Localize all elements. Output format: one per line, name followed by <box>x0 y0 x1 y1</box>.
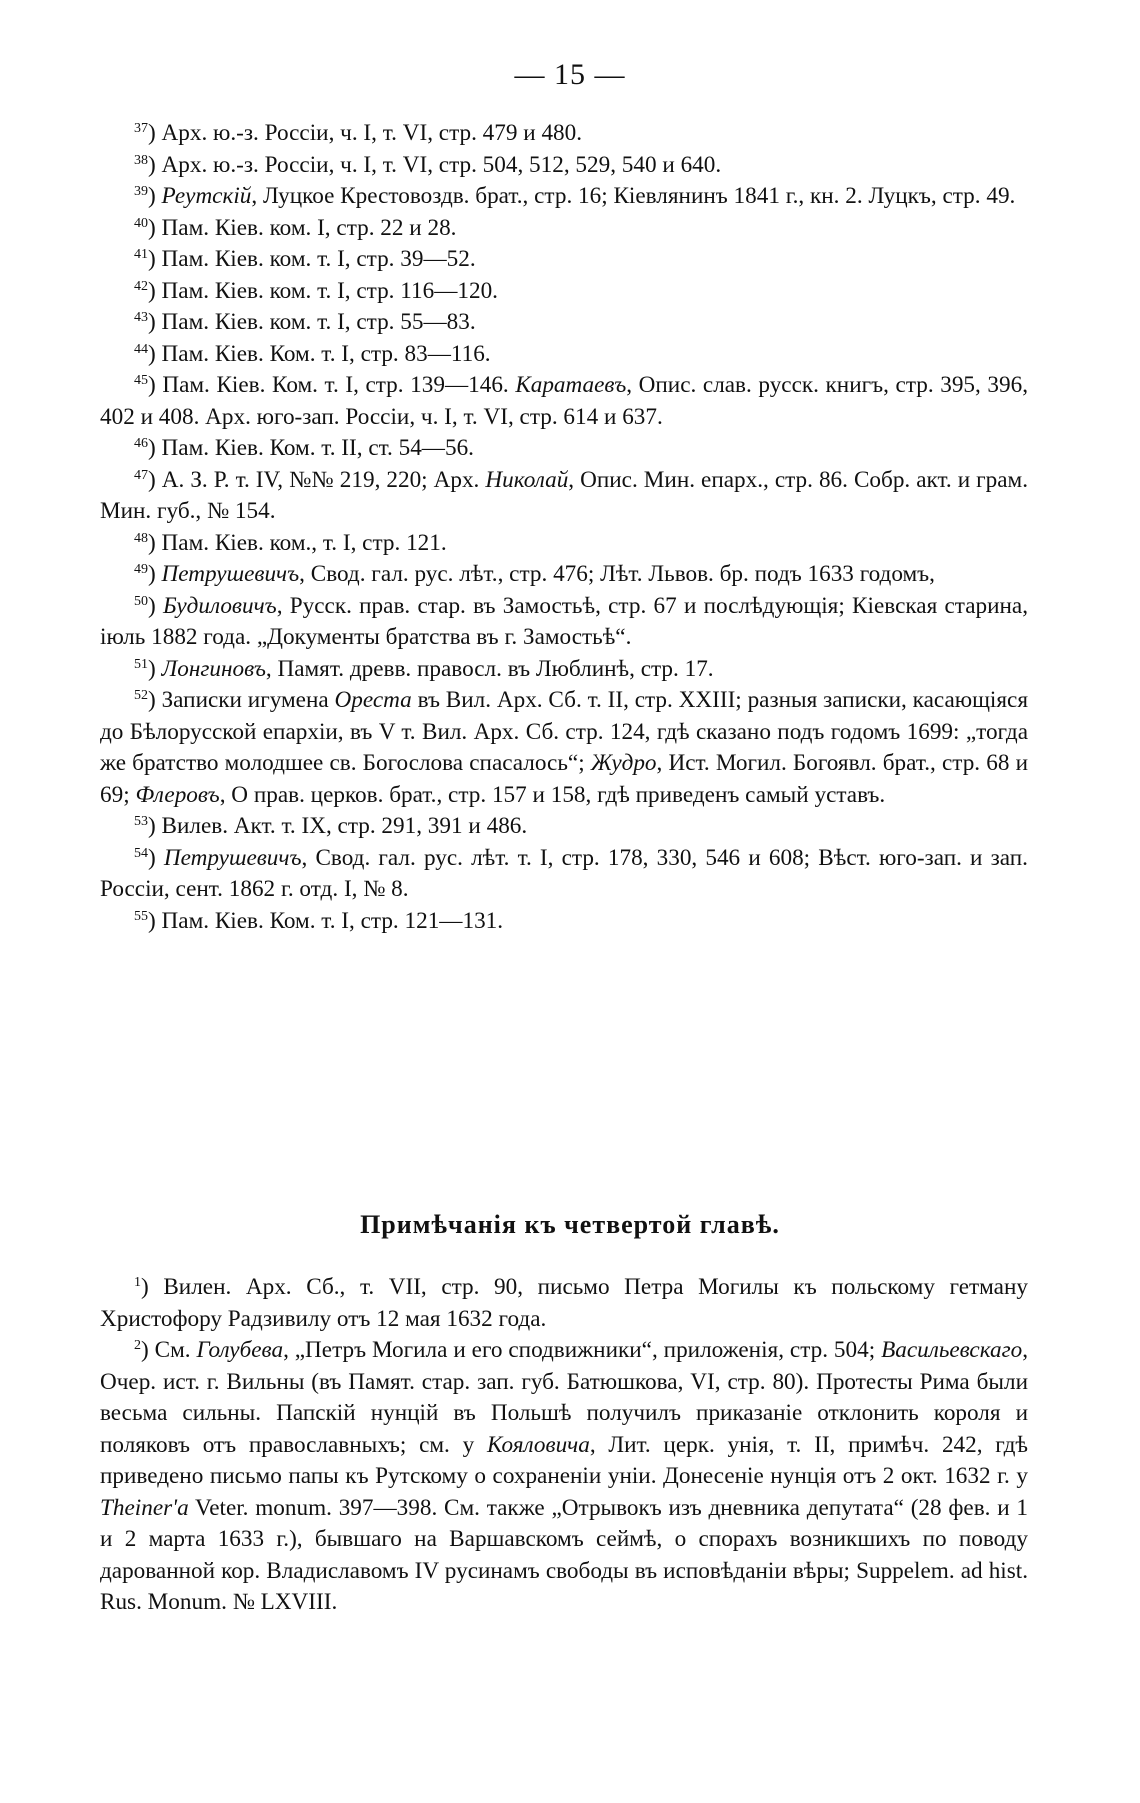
footnote-number: 37 <box>134 121 148 136</box>
footnote: $^1$) Вилен. Арх. Сб., т. VII, стр. 90, письмо Петра Могилы къ польскому гетману Христофору Радзивилу отъ 12 мая 1632 года. <box>100 1274 1028 1332</box>
footnote-text: Вилев. Акт. т. IX, стр. 291, 391 и 486. <box>161 813 528 839</box>
footnote-text: въ Вил. Арх. Сб. т. II, стр. XXIII; разныя записки, касающіяся до Бѣлорусской епархіи, въ V т. Вил. Арх. Сб. стр. 124, гдѣ сказано подъ годомъ 1699: „тогда же братство молодшее св. Богослова спасалось“; <box>100 687 1028 776</box>
footnote-author: Николай <box>485 466 569 493</box>
footnote-author: Жудро <box>590 750 657 776</box>
footnote-text: Пам. Кіев. ком. т. I, стр. 55—83. <box>161 309 476 335</box>
footnote: $^{50}$) Будиловичъ, Русск. прав. стар. въ Замостьѣ, стр. 67 и послѣдующія; Кіевская старина, іюль 1882 года. „Документы братства въ г. Замостьѣ“. <box>100 592 1028 650</box>
footnote: $^{49}$) Петрушевичъ, Свод. гал. рус. лѣт., стр. 476; Лѣт. Львов. бр. подъ 1633 годомъ, <box>134 561 935 587</box>
footnote-text: Пам. Кіев. ком. т. I, стр. 39—52. <box>161 246 476 272</box>
footnote-number: 48 <box>134 530 148 546</box>
footnote: $^{41}$) Пам. Кіев. ком. т. I, стр. 39—52. <box>134 246 476 272</box>
footnote-number: 45 <box>134 373 148 388</box>
footnote-text: Записки игумена <box>161 687 335 713</box>
footnote-author: Голубева <box>196 1337 284 1363</box>
footnote-text: А. З. Р. т. IV, №№ 219, 220; Арх. <box>161 466 486 493</box>
footnote-number: 46 <box>134 436 148 451</box>
footnote: $^{45}$) Пам. Кіев. Ком. т. I, стр. 139—146. Каратаевъ, Опис. слав. русск. книгъ, стр. 395, 396, 402 и 408. Арх. юго-зап. Россіи, ч. I, т. VI, стр. 614 и 637. <box>100 372 1028 430</box>
footnote: $^{38}$) Арх. ю.-з. Россіи, ч. I, т. VI, стр. 504, 512, 529, 540 и 640. <box>134 151 722 178</box>
footnotes-chapter-three <box>100 118 1028 937</box>
footnote: $^{48}$) Пам. Кіев. ком., т. I, стр. 121. <box>134 529 447 556</box>
footnote-text: , Памят. древв. правосл. въ Люблинѣ, стр. 17. <box>265 655 714 682</box>
footnote: $^{37}$) Арх. ю.-з. Россіи, ч. I, т. VI, стр. 479 и 480. <box>134 120 583 146</box>
footnote-number: 1 <box>134 1275 141 1290</box>
footnote-text: , Опис. слав. русск. книгъ, стр. 395, 396, 402 и 408. Арх. юго-зап. Россіи, ч. I, т. VI, стр. 614 и 637. <box>100 372 1028 430</box>
page-number: — 15 — <box>514 58 626 91</box>
footnote-number: 52 <box>134 688 148 703</box>
footnote-text: Арх. ю.-з. Россіи, ч. I, т. VI, стр. 504, 512, 529, 540 и 640. <box>161 151 722 178</box>
footnote-number: 54 <box>134 845 148 861</box>
footnote: $^{39}$) Реутскій, Луцкое Крестовоздв. брат., стр. 16; Кіевлянинъ 1841 г., кн. 2. Луцкъ, стр. 49. <box>134 183 1016 209</box>
footnote-author: Ореста <box>334 687 412 713</box>
footnote-number: 47 <box>134 467 148 483</box>
footnote-author: Theiner'a <box>100 1494 189 1521</box>
footnote-number: 44 <box>134 341 148 357</box>
footnote: $^{47}$) А. З. Р. т. IV, №№ 219, 220; Арх. Николай, Опис. Мин. епарх., стр. 86. Собр. акт. и грам. Мин. губ., № 154. <box>100 466 1028 524</box>
footnote-text: Вилен. Арх. Сб., т. VII, стр. 90, письмо Петра Могилы къ польскому гетману Христофору Радзивилу отъ 12 мая 1632 года. <box>100 1274 1028 1332</box>
footnote-text: , Русск. прав. стар. въ Замостьѣ, стр. 67 и послѣдующія; Кіевская старина, іюль 1882 года. „Документы братства въ г. Замостьѣ“. <box>100 592 1028 650</box>
footnote-text: , Опис. Мин. епарх., стр. 86. Собр. акт. и грам. Мин. губ., № 154. <box>100 466 1028 524</box>
footnote-text: , О прав. церков. брат., стр. 157 и 158, гдѣ приведенъ самый уставъ. <box>219 781 886 808</box>
footnote-author: Васильевскаго <box>881 1337 1023 1363</box>
footnote: $^{44}$) Пам. Кіев. Ком. т. I, стр. 83—116. <box>134 340 491 367</box>
footnote: $^{51}$) Лонгиновъ, Памят. древв. правосл. въ Люблинѣ, стр. 17. <box>134 655 714 682</box>
footnote-text: , „Петръ Могила и его сподвижники“, приложенія, стр. 504; <box>283 1337 882 1363</box>
footnote-author: Кояловича <box>486 1431 590 1458</box>
footnote-author: Петрушевичъ <box>163 844 302 871</box>
footnote-number: 42 <box>134 278 148 294</box>
footnote: $^2$) См. Голубева, „Петръ Могила и его сподвижники“, приложенія, стр. 504; Васильевскаго, Очер. ист. г. Вильны (въ Памят. стар. зап. губ. Батюшкова, VI, стр. 80). Протесты Рима были весьма сильны. Папскій нунцій въ Польшѣ получилъ приказаніе отклонить короля и поляковъ отъ православныхъ; см. у Кояловича, Лит. церк. унія, т. II, примѣч. 242, гдѣ приведено письмо папы къ Рутскому о сохраненіи уніи. Донесеніе нунція отъ 2 окт. 1632 г. у Theiner'a Veter. monum. 397—398. См. также „Отрывокъ изъ дневника депутата“ (28 фев. и 1 и 2 марта 1633 г.), бывшаго на Варшавскомъ сеймѣ, о спорахъ возникшихъ по поводу дарованной кор. Владиславомъ IV русинамъ свободы въ исповѣданіи вѣры; Suppelem. ad hist. Rus. Monum. № LXVIII. <box>100 1337 1029 1615</box>
footnote-author: Петрушевичъ <box>161 561 300 587</box>
footnote: $^{52}$) Записки игумена Ореста въ Вил. Арх. Сб. т. II, стр. XXIII; разныя записки, касающіяся до Бѣлорусской епархіи, въ V т. Вил. Арх. Сб. стр. 124, гдѣ сказано подъ годомъ 1699: „тогда же братство молодшее св. Богослова спасалось“; Жудро, Ист. Могил. Богоявл. брат., стр. 68 и 69; Флеровъ, О прав. церков. брат., стр. 157 и 158, гдѣ приведенъ самый уставъ. <box>100 687 1028 808</box>
footnote-text: См. <box>154 1337 197 1363</box>
footnote-text: , Ист. Могил. Богоявл. брат., стр. 68 и 69; <box>100 750 1028 808</box>
footnote-text: Пам. Кіев. Ком. т. II, ст. 54—56. <box>161 435 474 461</box>
footnote: $^{46}$) Пам. Кіев. Ком. т. II, ст. 54—56. <box>134 435 474 461</box>
footnote-author: Реутскій <box>161 183 252 209</box>
footnote-text: , Очер. ист. г. Вильны (въ Памят. стар. зап. губ. Батюшкова, VI, стр. 80). Протесты Рима были весьма сильны. Папскій нунцій въ Польшѣ получилъ приказаніе отклонить короля и поляковъ отъ православныхъ; см. у <box>100 1337 1029 1458</box>
footnote-number: 38 <box>134 152 148 168</box>
footnote-number: 50 <box>134 593 148 609</box>
footnote: $^{55}$) Пам. Кіев. Ком. т. I, стр. 121—131. <box>134 907 504 934</box>
footnotes-chapter-four <box>100 1272 1028 1619</box>
footnote-number: 41 <box>134 247 148 262</box>
footnote-author: Будиловичъ <box>163 592 277 619</box>
footnote-text: , Луцкое Крестовоздв. брат., стр. 16; Кіевлянинъ 1841 г., кн. 2. Луцкъ, стр. 49. <box>251 183 1016 209</box>
footnote-text: Veter. monum. 397—398. См. также „Отрывокъ изъ дневника депутата“ (28 фев. и 1 и 2 марта 1633 г.), бывшаго на Варшавскомъ сеймѣ, о спорахъ возникшихъ по поводу дарованной кор. Владиславомъ IV русинамъ свободы въ исповѣданіи вѣры; Suppelem. ad hist. Rus. Monum. № LXVIII. <box>100 1494 1028 1615</box>
footnote-text: , Свод. гал. рус. лѣт., стр. 476; Лѣт. Львов. бр. подъ 1633 годомъ, <box>299 561 935 587</box>
section-title: Примѣчанія къ четвертой главѣ. <box>360 1210 780 1239</box>
footnote-text: , Свод. гал. рус. лѣт. т. I, стр. 178, 330, 546 и 608; Вѣст. юго-зап. и зап. Россіи, сент. 1862 г. отд. I, № 8. <box>100 844 1028 902</box>
footnote-number: 51 <box>134 656 148 672</box>
footnote-text: Арх. ю.-з. Россіи, ч. I, т. VI, стр. 479 и 480. <box>161 120 583 146</box>
footnote-text: Пам. Кіев. ком., т. I, стр. 121. <box>161 529 447 556</box>
footnote-number: 49 <box>134 562 148 577</box>
footnote-number: 39 <box>134 184 148 199</box>
footnote-text: Пам. Кіев. Ком. т. I, стр. 83—116. <box>161 340 491 367</box>
footnote-text: Пам. Кіев. Ком. т. I, стр. 139—146. <box>162 372 516 398</box>
footnote: $^{42}$) Пам. Кіев. ком. т. I, стр. 116—120. <box>134 277 498 304</box>
footnote-author: Лонгиновъ <box>161 655 266 682</box>
footnote-text: Пам. Кіев. ком. I, стр. 22 и 28. <box>161 214 457 241</box>
footnote: $^{54}$) Петрушевичъ, Свод. гал. рус. лѣт. т. I, стр. 178, 330, 546 и 608; Вѣст. юго-зап. и зап. Россіи, сент. 1862 г. отд. I, № 8. <box>100 844 1028 902</box>
footnote-number: 55 <box>134 908 148 924</box>
footnote-number: 53 <box>134 814 148 829</box>
footnote-number: 2 <box>134 1338 141 1353</box>
footnote: $^{53}$) Вилев. Акт. т. IX, стр. 291, 391 и 486. <box>134 813 528 839</box>
footnote: $^{43}$) Пам. Кіев. ком. т. I, стр. 55—83. <box>134 309 476 335</box>
footnote-text: Пам. Кіев. Ком. т. I, стр. 121—131. <box>161 907 504 934</box>
footnote-text: , Лит. церк. унія, т. II, примѣч. 242, гдѣ приведено письмо папы къ Рутскому о сохраненіи уніи. Донесеніе нунція отъ 2 окт. 1632 г. у <box>100 1431 1029 1489</box>
footnote-author: Каратаевъ <box>515 372 627 398</box>
footnote-number: 43 <box>134 310 148 325</box>
footnote-number: 40 <box>134 215 148 231</box>
footnote-author: Флеровъ <box>135 781 220 808</box>
footnote: $^{40}$) Пам. Кіев. ком. I, стр. 22 и 28. <box>134 214 457 241</box>
footnote-text: Пам. Кіев. ком. т. I, стр. 116—120. <box>161 277 498 304</box>
